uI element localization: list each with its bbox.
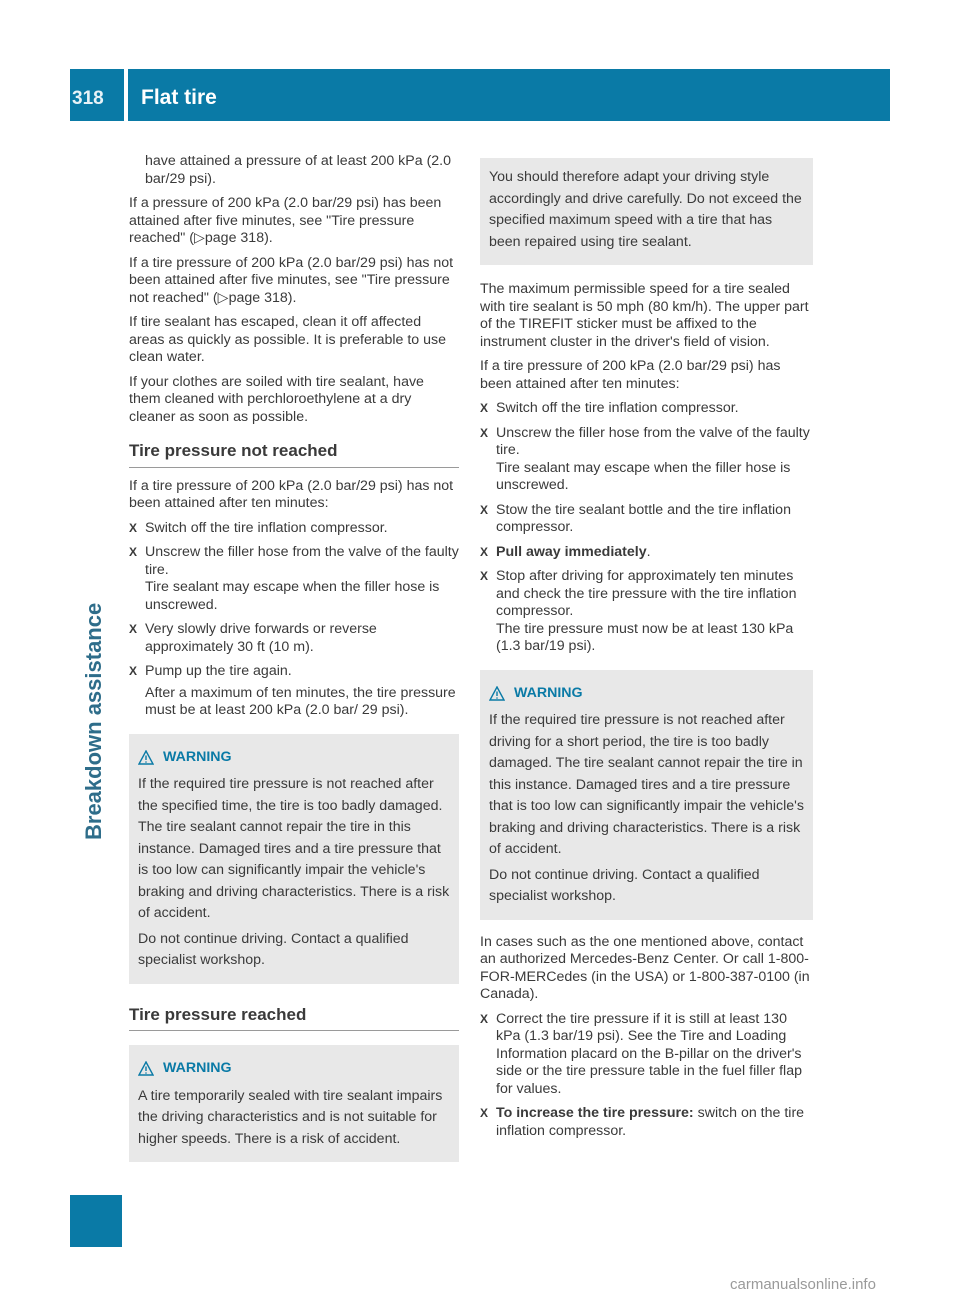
step-arrow-icon: X (129, 520, 138, 535)
step-arrow-icon: X (480, 544, 489, 559)
page-number: 318 (72, 88, 104, 109)
warning-heading: WARNING (138, 1058, 450, 1080)
step-item: X Pull away immediately. (480, 543, 651, 560)
left-column (129, 153, 459, 1174)
step-item: X To increase the tire pressure: switch on the tire inflation compressor. (480, 1105, 805, 1139)
step-arrow-icon: X (480, 502, 489, 517)
step-item: X Switch off the tire inflation compressor. (480, 400, 739, 416)
section-heading-reached: Tire pressure reached (129, 1006, 459, 1032)
warning-box (480, 670, 813, 920)
page-ref-icon: ▷ (193, 230, 205, 246)
warning-heading: WARNING (138, 747, 450, 769)
warning-box (129, 1045, 459, 1162)
warning-heading: WARNING (489, 683, 804, 705)
warning-box (129, 734, 459, 984)
page-ref-link[interactable]: page 318). (204, 230, 273, 246)
warning-triangle-icon (138, 750, 154, 765)
header-separator (124, 69, 128, 121)
step-item: X Stow the tire sealant bottle and the tire inflation compressor. (480, 501, 791, 535)
step-arrow-icon: X (480, 1011, 489, 1026)
step-item: X Very slowly drive forwards or reverse approximately 30 ft (10 m). (129, 621, 377, 655)
watermark-text: carmanualsonline.info (730, 1276, 876, 1293)
warning-text: Do not continue driving. Contact a qualified specialist workshop. (489, 866, 760, 904)
paragraph: have attained a pressure of at least 200 kPa (2.0 bar/29 psi). (145, 153, 452, 187)
warning-text: A tire temporarily sealed with tire sealant impairs the driving characteristics and is not suitable for higher speeds. There is a risk of accident. (138, 1087, 443, 1147)
step-item: X Correct the tire pressure if it is still at least 130 kPa (1.3 bar/19 psi). See the Tire and Loading Information placard on the B-pillar on the driver's side or the tire pressure table in the fuel filler flap for values. (480, 1010, 802, 1097)
paragraph: If a tire pressure of 200 kPa (2.0 bar/29 psi) has not been attained after ten minutes: (129, 477, 454, 511)
step-arrow-icon: X (480, 569, 489, 583)
paragraph: If a tire pressure of 200 kPa (2.0 bar/29 psi) has not been attained after five minutes, see "Tire pressure not reached" (▷page 318). (129, 254, 454, 306)
step-item: X Unscrew the filler hose from the valve of the faulty tire. Tire sealant may escape when the filler hose is unscrewed. (480, 424, 810, 493)
section-side-tab (70, 1195, 122, 1247)
step-arrow-icon: X (480, 425, 489, 440)
page-ref-link[interactable]: page 318). (228, 289, 297, 306)
warning-triangle-icon (138, 1061, 154, 1076)
step-arrow-icon: X (480, 1106, 489, 1120)
step-item: X Switch off the tire inflation compressor. (129, 519, 388, 536)
warning-text: If the required tire pressure is not reached after driving for a short period, the tire is too badly damaged. The tire sealant cannot repair the tire in this instance. Damaged tires and a tire pressure that is too low can significantly impair the vehicle's braking and driving characteristics. There is a risk of accident. (489, 712, 804, 857)
right-column (480, 158, 813, 1147)
step-arrow-icon: X (480, 401, 489, 415)
section-side-label: Breakdown assistance (81, 602, 106, 840)
paragraph: The maximum permissible speed for a tire sealed with tire sealant is 50 mph (80 km/h). The upper part of the TIREFIT sticker must be affixed to the instrument cluster in the driver's field of vision. (480, 281, 809, 350)
paragraph: If tire sealant has escaped, clean it off affected areas as quickly as possible. It is preferable to use clean water. (129, 314, 447, 365)
section-heading-not-reached: Tire pressure not reached (129, 442, 459, 468)
page-title: Flat tire (141, 86, 217, 109)
warning-text: Do not continue driving. Contact a qualified specialist workshop. (138, 930, 409, 968)
paragraph: If a pressure of 200 kPa (2.0 bar/29 psi) has been attained after five minutes, see "Tire pressure reached" (▷page 318). (129, 195, 442, 246)
paragraph: If a tire pressure of 200 kPa (2.0 bar/29 psi) has been attained after ten minutes: (480, 358, 781, 392)
warning-text: If the required tire pressure is not reached after the specified time, the tire is too badly damaged. The tire sealant cannot repair the tire in this instance. Damaged tires and a tire pressure that is too low can significantly impair the vehicle's braking and driving characteristics. There is a risk of accident. (138, 776, 450, 921)
step-arrow-icon: X (129, 545, 138, 559)
paragraph: In cases such as the one mentioned above, contact an authorized Mercedes-Benz Center. Or call 1-800-FOR-MERCedes (in the USA) or 1-800-387-0100 (in Canada). (480, 933, 810, 1002)
warning-text: You should therefore adapt your driving style accordingly and drive carefully. Do not exceed the specified maximum speed with a tire that has been repaired using tire sealant. (489, 169, 802, 250)
warning-continuation-box (480, 158, 813, 265)
paragraph: If your clothes are soiled with tire sealant, have them cleaned with perchloroethylene at a dry cleaner as soon as possible. (129, 373, 424, 425)
step-item: X Stop after driving for approximately ten minutes and check the tire pressure with the tire inflation compressor. The tire pressure must now be at least 130 kPa (1.3 bar/19 psi). (480, 568, 797, 654)
warning-triangle-icon (489, 686, 505, 701)
step-arrow-icon: X (129, 622, 138, 636)
step-item: X Pump up the tire again. After a maximum of ten minutes, the tire pressure must be at least 200 kPa (2.0 bar/ 29 psi). (129, 663, 456, 718)
step-item: X Unscrew the filler hose from the valve of the faulty tire. Tire sealant may escape when the filler hose is unscrewed. (129, 544, 459, 613)
page-ref-icon: ▷ (217, 289, 229, 306)
step-arrow-icon: X (129, 664, 138, 678)
